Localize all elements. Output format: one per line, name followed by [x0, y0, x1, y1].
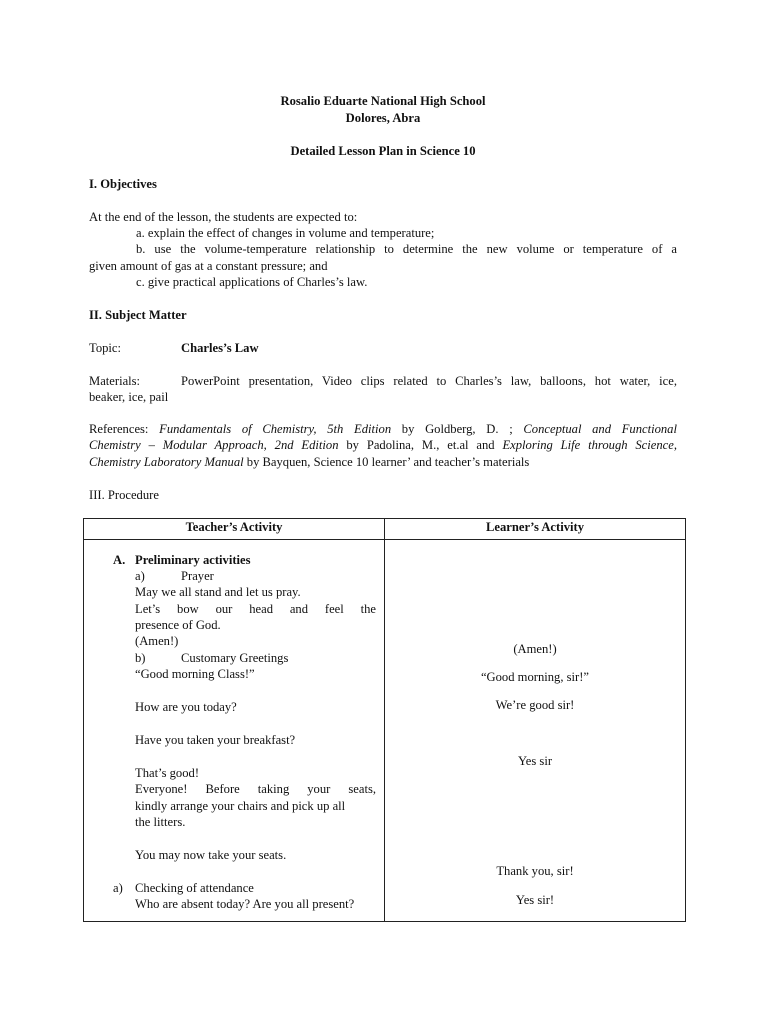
- references-label: References:: [89, 422, 149, 436]
- teacher-text: That’s good!: [135, 766, 200, 780]
- prayer-text: (Amen!): [135, 634, 179, 648]
- prayer-text: May we all stand and let us pray.: [135, 585, 301, 599]
- prayer-item: [135, 568, 376, 584]
- reference-title: Exploring Life through Science,: [502, 438, 677, 452]
- teacher-question: Have you taken your breakfast?: [135, 733, 296, 747]
- prayer-text: presence of God.: [135, 618, 221, 632]
- materials-value: PowerPoint presentation, Video clips related to Charles’s law, balloons, hot water, ice,: [181, 374, 677, 388]
- prayer-text: Let’s bow our head and feel the: [135, 602, 376, 616]
- teacher-question: How are you today?: [135, 700, 237, 714]
- procedure-table: [83, 518, 686, 922]
- item-letter: a): [113, 881, 123, 895]
- objective-item: c. give practical applications of Charles’s law.: [136, 275, 368, 289]
- teacher-text: the litters.: [135, 815, 186, 829]
- learner-response: (Amen!): [513, 642, 557, 656]
- learner-response: Yes sir: [517, 754, 553, 768]
- teacher-text: kindly arrange your chairs and pick up all: [135, 799, 346, 813]
- materials-label: Materials:: [89, 374, 141, 388]
- learner-response: Thank you, sir!: [496, 864, 574, 878]
- greeting-item: [135, 650, 376, 666]
- stage-title: Preliminary activities: [135, 553, 251, 567]
- reference-author: by Goldberg, D. ;: [391, 422, 524, 436]
- reference-author: by Bayquen, Science 10 learner’ and teacher’s materials: [243, 455, 530, 469]
- document-title: Detailed Lesson Plan in Science 10: [290, 144, 476, 158]
- topic-value: Charles’s Law: [181, 341, 259, 355]
- objective-item: b. use the volume-temperature relationship to determine the new volume or temperature of a: [136, 242, 677, 256]
- attendance-question: Who are absent today? Are you all present?: [135, 897, 355, 911]
- reference-title: Chemistry Laboratory Manual: [89, 455, 244, 469]
- learner-activity-header: Learner’s Activity: [385, 519, 686, 540]
- lesson-plan-page: [89, 0, 677, 1024]
- greeting-text: “Good morning Class!”: [135, 667, 255, 681]
- procedure-heading: III. Procedure: [89, 488, 159, 502]
- table-header-row: [84, 519, 686, 540]
- teacher-activity-cell: [84, 540, 385, 922]
- item-letter: a): [135, 569, 145, 583]
- references-line-2: [89, 437, 677, 453]
- item-label: Customary Greetings: [181, 651, 289, 665]
- objectives-heading: I. Objectives: [89, 177, 157, 191]
- teacher-text: You may now take your seats.: [135, 848, 287, 862]
- item-label: Prayer: [181, 569, 214, 583]
- teacher-activity-header: Teacher’s Activity: [84, 519, 385, 540]
- teacher-text: Everyone! Before taking your seats,: [135, 782, 376, 796]
- materials-row: [89, 373, 677, 389]
- references-line-3: [89, 454, 529, 470]
- item-letter: b): [135, 651, 146, 665]
- reference-author: by Padolina, M., et.al and: [338, 438, 503, 452]
- references-line-1: [89, 421, 677, 437]
- reference-title: Fundamentals of Chemistry, 5th Edition: [159, 422, 392, 436]
- reference-title: Chemistry – Modular Approach, 2nd Edition: [89, 438, 339, 452]
- objectives-intro: At the end of the lesson, the students are expected to:: [89, 210, 358, 224]
- learner-activity-cell: [385, 540, 686, 922]
- learner-response: “Good morning, sir!”: [480, 670, 590, 684]
- objective-item: a. explain the effect of changes in volume and temperature;: [136, 226, 435, 240]
- learner-response: We’re good sir!: [495, 698, 575, 712]
- materials-value-cont: beaker, ice, pail: [89, 390, 169, 404]
- attendance-label: Checking of attendance: [135, 881, 254, 895]
- school-location: Dolores, Abra: [345, 111, 421, 125]
- table-row: [84, 540, 686, 922]
- school-name: Rosalio Eduarte National High School: [280, 94, 486, 108]
- subject-matter-heading: II. Subject Matter: [89, 308, 187, 322]
- objective-item-cont: given amount of gas at a constant pressure; and: [89, 259, 328, 273]
- stage-letter: A.: [113, 553, 126, 567]
- topic-label: Topic:: [89, 341, 121, 355]
- topic-row: [89, 340, 259, 356]
- reference-title: Conceptual and Functional: [523, 422, 677, 436]
- learner-response: Yes sir!: [515, 893, 555, 907]
